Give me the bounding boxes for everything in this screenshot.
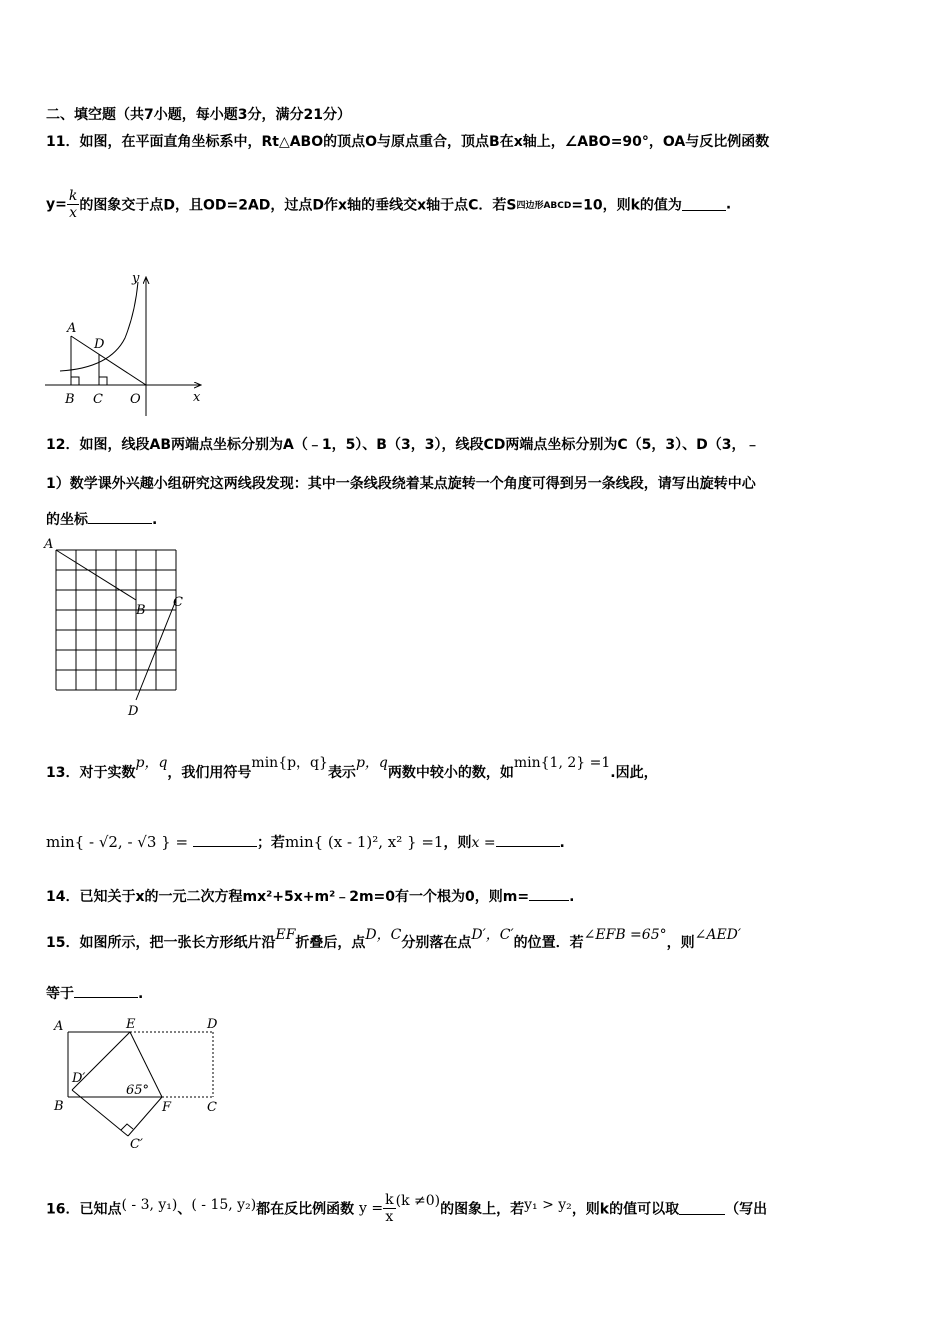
q15-math-DC: D，C: [365, 927, 402, 943]
q12-line1: 12．如图，线段AB两端点坐标分别为A（﹣1，5）、B（3，3），线段CD两端点坐标分别为C（5，3）、D（3，﹣: [46, 437, 760, 453]
q15-text4: 的位置．若: [513, 935, 584, 951]
label-B: B: [136, 603, 146, 618]
q16-y-equals: y =: [359, 1200, 384, 1217]
q13-expr2: min{ (x - 1)², x² } =1: [284, 833, 444, 851]
label-C: C: [207, 1100, 217, 1115]
q15-math-angle: ∠EFB =65°: [583, 927, 667, 943]
q11-frac-num: k: [68, 188, 78, 204]
q16-answer-blank[interactable]: [679, 1202, 725, 1215]
q13-expr1: min{ - √2, - √3 } =: [46, 833, 189, 851]
q12-line3-text: 的坐标: [46, 512, 88, 528]
q11-fraction: [67, 188, 79, 221]
q11-line1: 11．如图，在平面直角坐标系中，Rt△ABO的顶点O与原点重合，顶点B在x轴上，∠ABO=90°，OA与反比例函数: [46, 134, 770, 150]
q15-answer-blank[interactable]: [74, 985, 138, 998]
q15-math-AED: ∠AED′: [694, 927, 742, 943]
label-angle: 65°: [126, 1083, 150, 1098]
q11-line2-end: =10，则k的值为: [571, 197, 682, 214]
q16-fraction: [383, 1192, 395, 1225]
q11-tail: .: [725, 196, 732, 213]
q12-figure: [40, 534, 200, 720]
q15-line1: [46, 927, 742, 952]
label-Cp: C′: [130, 1137, 143, 1152]
q14-line: [46, 886, 574, 906]
q15-figure: [50, 1010, 235, 1155]
q16-inequality: y₁ > y₂: [524, 1196, 572, 1213]
q13-math-pq2: p，q: [355, 755, 388, 771]
q12-tail: .: [152, 512, 158, 528]
q11-line2: [46, 188, 731, 221]
q16-text1: 16．已知点: [46, 1201, 122, 1218]
q11-subscript: 四边形ABCD: [516, 201, 572, 211]
edge-CpF: [128, 1097, 162, 1136]
q16-text3: 都在反比例函数: [256, 1201, 355, 1218]
q13-text3: 表示: [327, 765, 356, 781]
label-B: B: [65, 392, 75, 407]
q13-text6: ；若: [256, 835, 285, 851]
q13-answer-blank1[interactable]: [193, 834, 257, 847]
q11-line2-text: 的图象交于点D，且OD=2AD，过点D作x轴的垂线交x轴于点C．若S: [79, 197, 517, 214]
q13-line1: [46, 755, 658, 782]
q13-text5: .因此，: [610, 765, 658, 781]
right-angle-B: [71, 377, 79, 385]
q16-text6: （写出: [725, 1201, 768, 1218]
label-y: y: [132, 271, 140, 286]
q13-expr3: x =: [471, 835, 496, 851]
q14-text: 14．已知关于x的一元二次方程mx²+5x+m²﹣2m=0有一个根为0，则m=: [46, 889, 530, 905]
section-title: 二、填空题（共7小题，每小题3分，满分21分）: [46, 107, 351, 123]
q15-text3: 分别落在点: [401, 935, 472, 951]
grid-lines: [56, 550, 176, 690]
label-B: B: [54, 1099, 64, 1114]
q15-tail: .: [138, 986, 144, 1002]
label-C: C: [173, 595, 183, 610]
q16-point1: ( - 3, y₁): [121, 1196, 178, 1213]
q11-frac-den: x: [69, 205, 78, 221]
q16-condition: (k ≠0): [395, 1192, 441, 1209]
q12-line3: [46, 509, 157, 529]
q16-frac-num: k: [385, 1192, 394, 1208]
q16-text5: ，则k的值可以取: [571, 1201, 680, 1218]
q15-line2: [46, 983, 143, 1003]
label-D: D: [128, 704, 139, 719]
q16-frac-den: x: [385, 1209, 394, 1225]
label-A: A: [67, 321, 77, 336]
q15-text1: 15．如图所示，把一张长方形纸片沿: [46, 935, 276, 951]
q11-figure: [40, 268, 215, 418]
q13-math-pq: p，q: [135, 755, 168, 771]
q15-math-EF: EF: [275, 927, 296, 943]
label-Dp: D′: [72, 1071, 86, 1086]
q13-text1: 13．对于实数: [46, 765, 136, 781]
q15-line2-text: 等于: [46, 986, 74, 1002]
label-x: x: [193, 390, 201, 405]
q16-line: [46, 1192, 767, 1225]
q13-text7: ，则: [443, 835, 472, 851]
q13-math-example: min{1, 2} =1: [513, 755, 611, 771]
q11-answer-blank[interactable]: [682, 198, 726, 211]
q14-tail: .: [569, 889, 575, 905]
q13-math-min: min{p，q}: [251, 755, 328, 771]
q13-text8: .: [559, 835, 565, 851]
q13-answer-blank2[interactable]: [496, 834, 560, 847]
label-D: D: [94, 337, 105, 352]
label-O: O: [130, 392, 141, 407]
label-C: C: [93, 392, 103, 407]
q13-text2: ，我们用符号: [167, 765, 252, 781]
label-A: A: [44, 537, 54, 552]
q15-text5: ，则: [666, 935, 695, 951]
q12-line2: 1）数学课外兴趣小组研究这两线段发现：其中一条线段绕着某点旋转一个角度可得到另一条线段，请写出旋转中心: [46, 476, 756, 492]
q16-text2: 、: [177, 1201, 192, 1218]
label-D: D: [207, 1017, 218, 1032]
q12-answer-blank[interactable]: [88, 511, 152, 524]
q11-y-equals: y=: [46, 196, 67, 213]
q13-text4: 两数中较小的数，如: [387, 765, 514, 781]
label-F: F: [162, 1100, 172, 1115]
q13-line2: [46, 832, 565, 852]
label-A: A: [54, 1019, 64, 1034]
label-E: E: [126, 1017, 136, 1032]
q14-answer-blank[interactable]: [529, 888, 569, 901]
q15-math-DpCp: D′，C′: [471, 927, 514, 943]
q16-point2: ( - 15, y₂): [191, 1196, 257, 1213]
q15-text2: 折叠后，点: [295, 935, 366, 951]
segment-OA: [71, 336, 146, 385]
right-angle-Cp: [121, 1124, 133, 1130]
q16-text4: 的图象上，若: [440, 1201, 525, 1218]
right-angle-C: [99, 377, 107, 385]
